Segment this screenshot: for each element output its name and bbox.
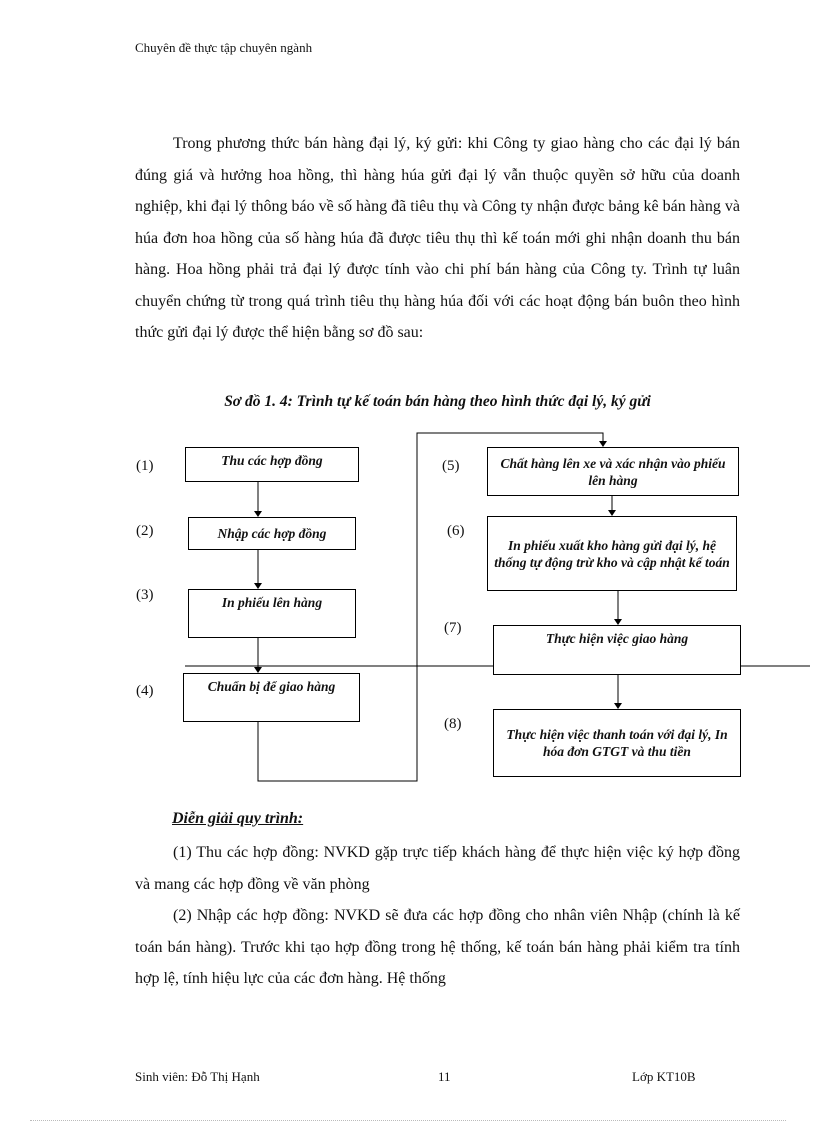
- step-box-4: Chuẩn bị để giao hàng: [183, 673, 360, 722]
- step-number-5: (5): [442, 458, 460, 474]
- step-number-2: (2): [136, 523, 154, 539]
- step-number-7: (7): [444, 620, 462, 636]
- step-number-1: (1): [136, 458, 154, 474]
- step-box-2: Nhập các hợp đồng: [188, 517, 356, 550]
- footer-student: Sinh viên: Đỗ Thị Hạnh: [135, 1069, 260, 1084]
- step-box-5: Chất hàng lên xe và xác nhận vào phiếu lên hàng: [487, 447, 739, 496]
- step-number-3: (3): [136, 587, 154, 603]
- step-number-6: (6): [447, 523, 465, 539]
- explanation-heading: Diễn giải quy trình:: [172, 810, 304, 827]
- step-box-3: In phiếu lên hàng: [188, 589, 356, 638]
- explanation-paragraph-2: (2) Nhập các hợp đồng: NVKD sẽ đưa các hợp đồng cho nhân viên Nhập (chính là kế toán bán hàng). Trước khi tạo hợp đồng trong hệ thống, kế toán bán hàng phải kiểm tra tính hợp lệ, tính hiệu lực của các đơn hàng. Hệ thống: [135, 907, 740, 987]
- bottom-dotted-border: [30, 1120, 786, 1121]
- step-number-8: (8): [444, 716, 462, 732]
- diagram-caption: Sơ đồ 1. 4: Trình tự kế toán bán hàng theo hình thức đại lý, ký gửi: [224, 393, 651, 410]
- step-number-4: (4): [136, 683, 154, 699]
- step-box-6: In phiếu xuất kho hàng gửi đại lý, hệ thống tự động trừ kho và cập nhật kế toán: [487, 516, 737, 591]
- step-box-1: Thu các hợp đồng: [185, 447, 359, 482]
- footer-page-number: 11: [438, 1069, 451, 1084]
- explanation-paragraph-1: (1) Thu các hợp đồng: NVKD gặp trực tiếp khách hàng để thực hiện việc ký hợp đồng và mang các hợp đồng về văn phòng: [135, 844, 740, 893]
- footer-class: Lớp KT10B: [632, 1069, 696, 1084]
- page-header: Chuyên đề thực tập chuyên ngành: [135, 40, 313, 55]
- step-box-8: Thực hiện việc thanh toán với đại lý, In hóa đơn GTGT và thu tiền: [493, 709, 741, 777]
- step-box-7: Thực hiện việc giao hàng: [493, 625, 741, 675]
- intro-paragraph: Trong phương thức bán hàng đại lý, ký gửi: khi Công ty giao hàng cho các đại lý bán đúng giá và hưởng hoa hồng, thì hàng húa gửi đại lý vẫn thuộc quyền sở hữu của doanh nghiệp, khi đại lý thông báo về số hàng đã tiêu thụ và Công ty nhận được bảng kê bán hàng và húa đơn hoa hồng của số hàng húa đã được tiêu thụ thì kế toán mới ghi nhận doanh thu bán hàng. Hoa hồng phải trả đại lý được tính vào chi phí bán hàng của Công ty. Trình tự luân chuyển chứng từ trong quá trình tiêu thụ hàng húa đối với các hoạt động bán buôn theo hình thức gửi đại lý được thể hiện bằng sơ đồ sau:: [135, 135, 740, 341]
